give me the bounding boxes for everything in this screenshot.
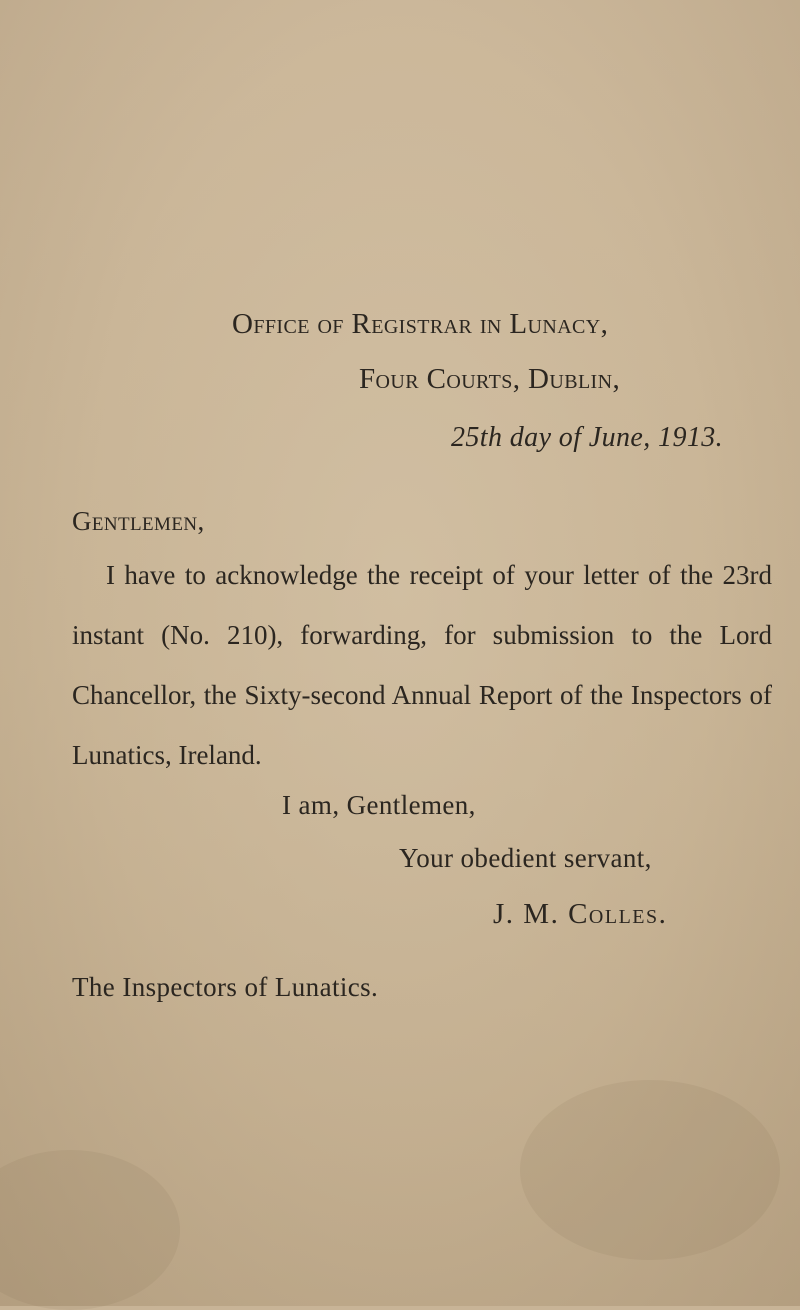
letter-body <box>72 545 772 785</box>
letter-closing-line1: I am, Gentlemen, <box>282 790 476 820</box>
letter-addressee: The Inspectors of Lunatics. <box>72 972 379 1002</box>
letter-heading-office: Office of Registrar in Lunacy, <box>232 308 609 340</box>
paper-stain <box>520 1080 780 1260</box>
letter-salutation: Gentlemen, <box>72 506 205 536</box>
letter-closing-line2: Your obedient servant, <box>399 843 652 873</box>
letter-date: 25th day of June, 1913. <box>451 422 724 453</box>
letter-signature: J. M. Colles. <box>493 898 668 930</box>
paper-stain <box>0 1150 180 1310</box>
letter-heading-address: Four Courts, Dublin, <box>359 363 621 395</box>
letter-body-paragraph: I have to acknowledge the receipt of your letter of the 23rd instant (No. 210), forwarding, for submission to the Lord Chancellor, the Sixty-second Annual Report of the Inspectors of Lunatics, Ireland. <box>72 560 772 770</box>
